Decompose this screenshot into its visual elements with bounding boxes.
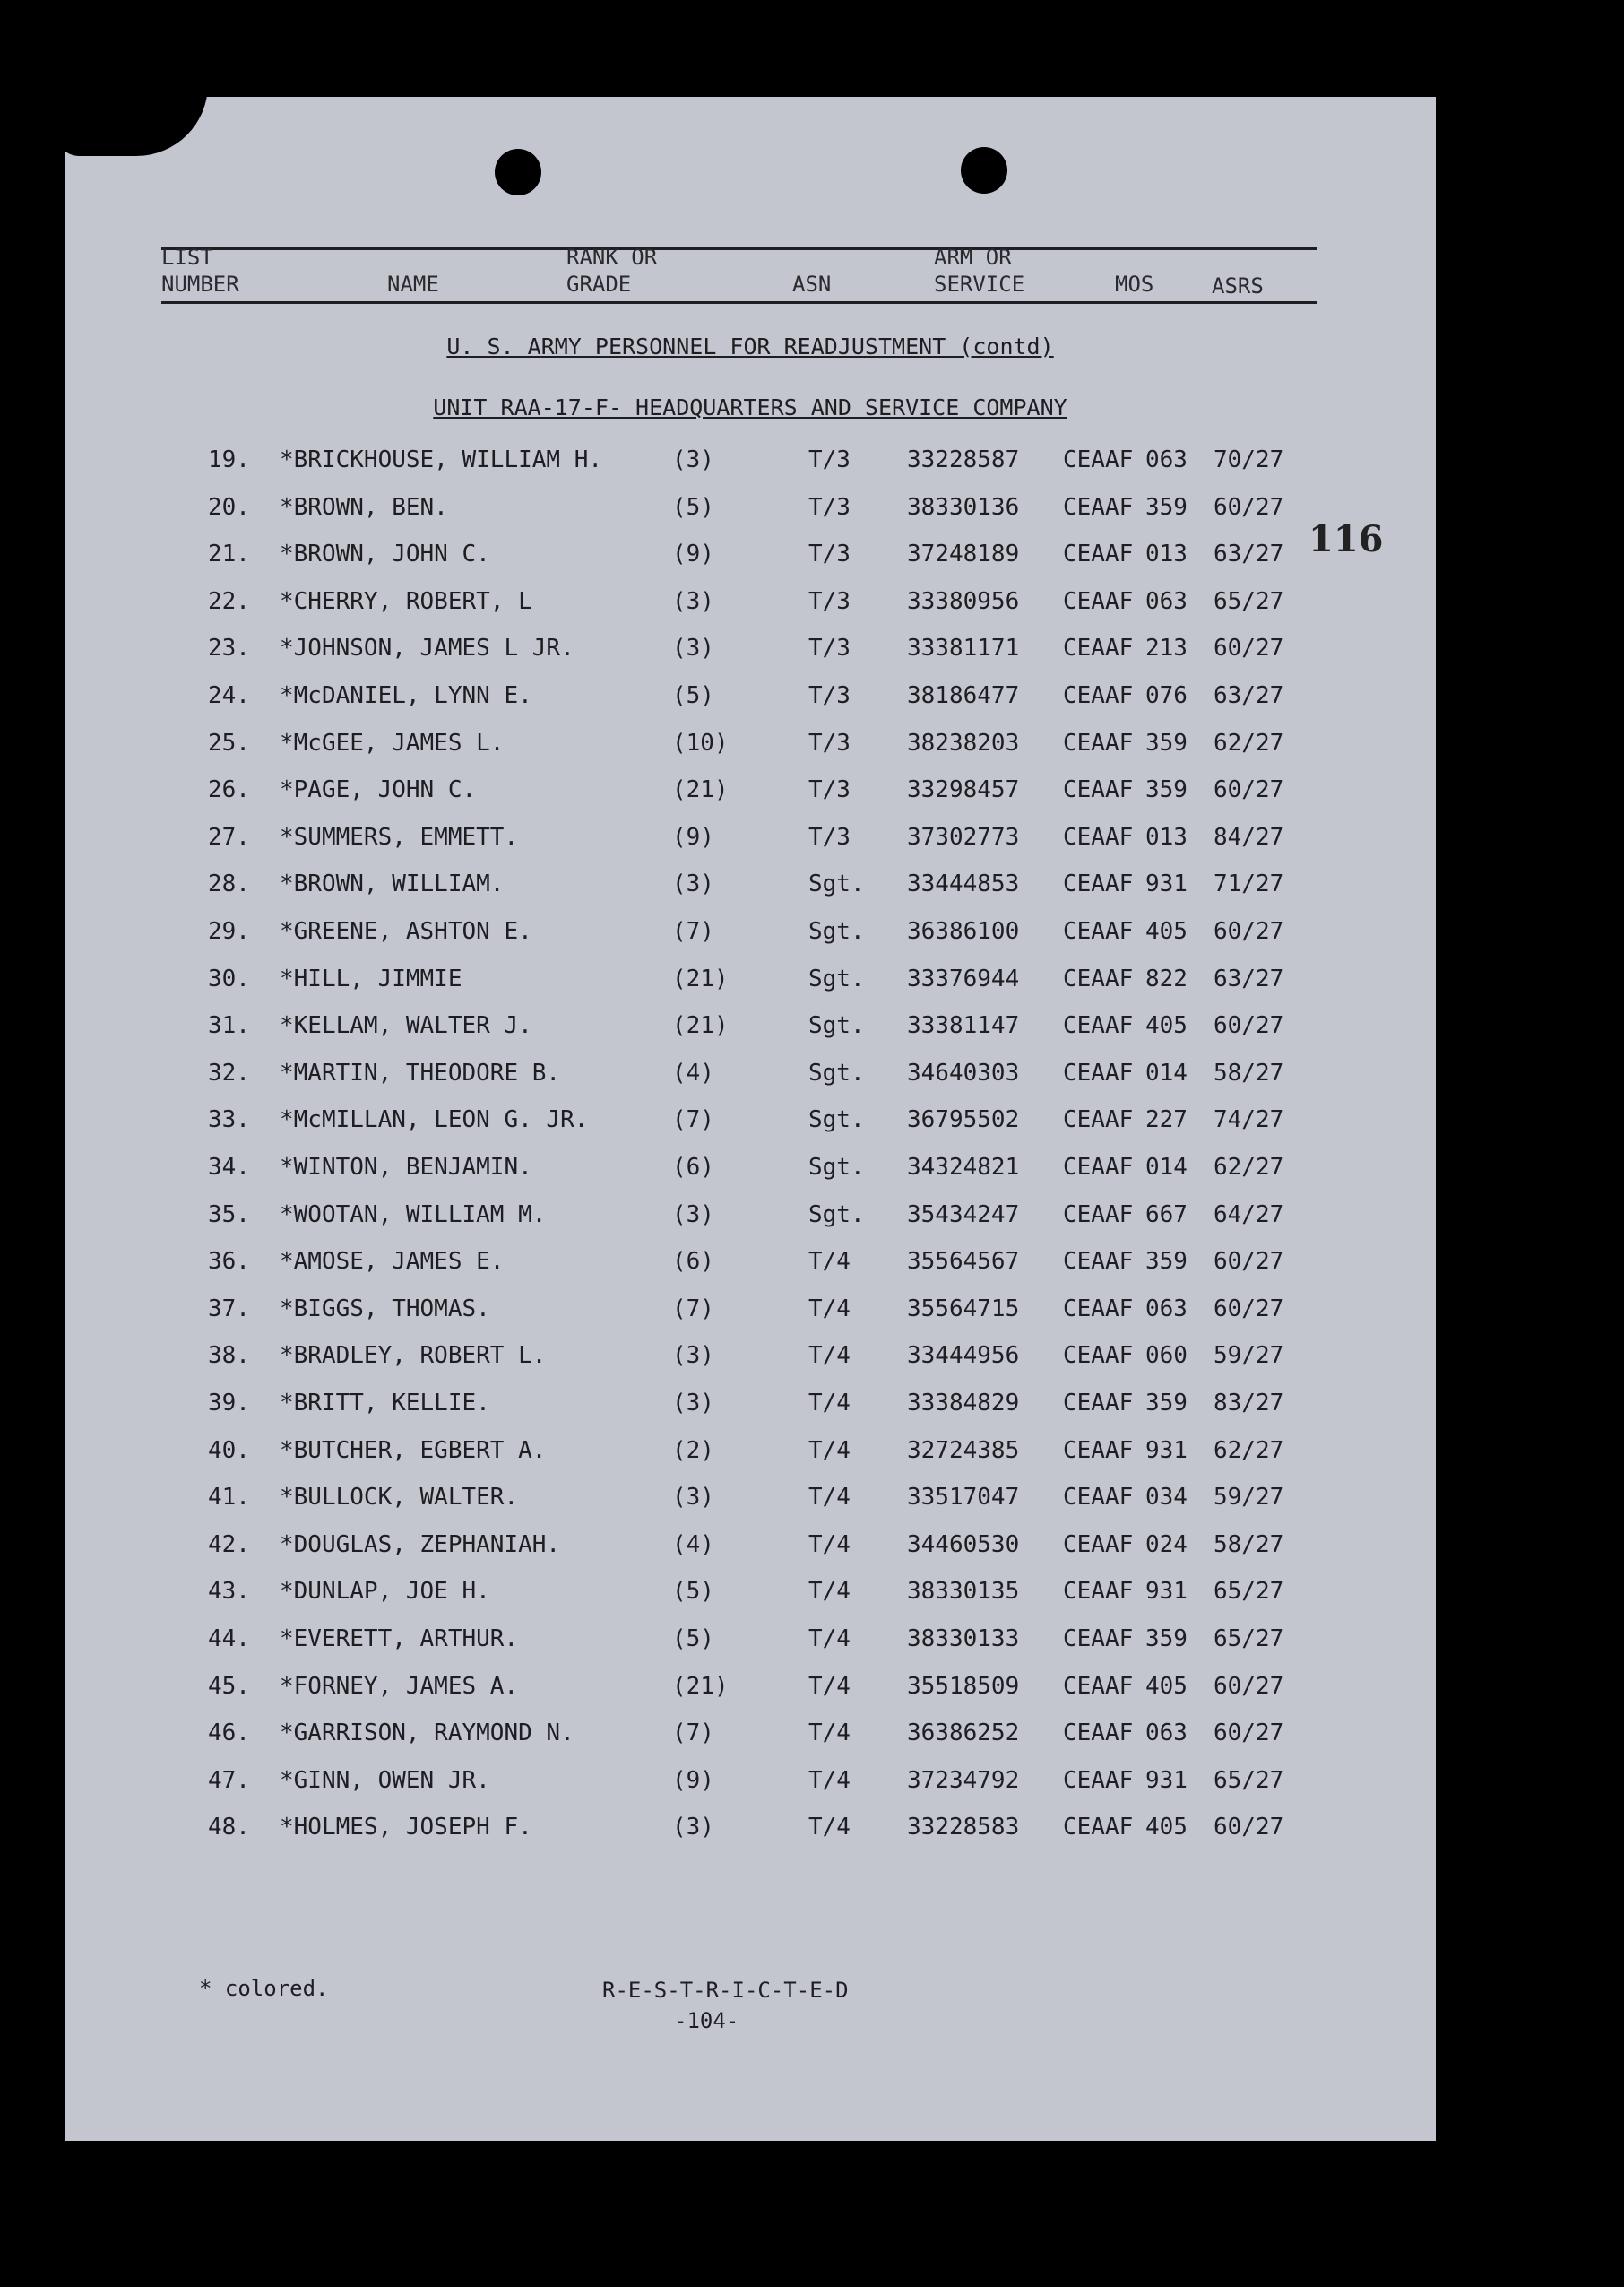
row-asn: 35564567 xyxy=(907,1248,1020,1276)
table-row xyxy=(65,1531,1436,1571)
row-rank: T/4 xyxy=(808,1390,851,1416)
row-number: 36. xyxy=(208,1248,250,1276)
row-asn: 37248189 xyxy=(907,541,1020,568)
row-mos: 063 xyxy=(1145,587,1188,615)
row-asrs: 70/27 xyxy=(1214,446,1284,473)
row-name: *McMILLAN, LEON G. JR. xyxy=(280,1106,589,1134)
row-asrs: 59/27 xyxy=(1214,1342,1284,1370)
row-rank: Sgt. xyxy=(808,965,865,992)
row-rank: T/3 xyxy=(808,823,851,851)
row-asrs: 71/27 xyxy=(1214,871,1284,898)
row-asrs: 60/27 xyxy=(1214,493,1284,521)
row-rank: T/4 xyxy=(808,1720,851,1747)
row-mos: 213 xyxy=(1145,635,1188,663)
row-asn: 33298457 xyxy=(907,776,1020,804)
page-stamp: 116 xyxy=(1309,518,1384,560)
row-grade: (9) xyxy=(672,823,714,851)
row-asn: 35434247 xyxy=(907,1200,1020,1228)
table-row xyxy=(65,1154,1436,1193)
row-mos: 359 xyxy=(1145,1390,1188,1416)
table-row xyxy=(65,1390,1436,1429)
row-name: *MARTIN, THEODORE B. xyxy=(280,1059,561,1087)
row-name: *CHERRY, ROBERT, L xyxy=(280,587,532,615)
row-grade: (3) xyxy=(672,587,714,615)
table-row xyxy=(65,1578,1436,1617)
row-grade: (21) xyxy=(672,1012,729,1040)
row-asn: 32724385 xyxy=(907,1436,1020,1464)
row-arm: CEAAF xyxy=(1063,1059,1134,1087)
row-arm: CEAAF xyxy=(1063,1106,1134,1134)
row-name: *BRADLEY, ROBERT L. xyxy=(280,1342,547,1370)
row-rank: T/4 xyxy=(808,1578,851,1606)
row-name: *BROWN, WILLIAM. xyxy=(280,871,505,898)
row-arm: CEAAF xyxy=(1063,446,1134,473)
table-row xyxy=(65,776,1436,816)
row-mos: 359 xyxy=(1145,729,1188,757)
row-asn: 35564715 xyxy=(907,1295,1020,1322)
row-name: *SUMMERS, EMMETT. xyxy=(280,823,519,851)
row-asn: 37234792 xyxy=(907,1766,1020,1794)
header-asn: ASN xyxy=(792,272,832,297)
row-arm: CEAAF xyxy=(1063,587,1134,615)
row-grade: (4) xyxy=(672,1059,714,1087)
row-asrs: 83/27 xyxy=(1214,1390,1284,1416)
row-arm: CEAAF xyxy=(1063,1390,1134,1416)
row-asn: 34640303 xyxy=(907,1059,1020,1087)
punch-hole-right xyxy=(961,147,1007,194)
row-grade: (3) xyxy=(672,1200,714,1228)
row-grade: (7) xyxy=(672,1106,714,1134)
table-row xyxy=(65,494,1436,533)
row-asrs: 60/27 xyxy=(1214,1720,1284,1747)
row-asrs: 63/27 xyxy=(1214,682,1284,709)
table-row xyxy=(65,1248,1436,1287)
row-grade: (5) xyxy=(672,1578,714,1606)
row-asrs: 60/27 xyxy=(1214,1248,1284,1276)
row-mos: 931 xyxy=(1145,1578,1188,1606)
row-asn: 33444853 xyxy=(907,871,1020,898)
row-asrs: 65/27 xyxy=(1214,1766,1284,1794)
row-grade: (5) xyxy=(672,493,714,521)
row-asrs: 62/27 xyxy=(1214,1154,1284,1181)
row-asrs: 65/27 xyxy=(1214,587,1284,615)
row-grade: (5) xyxy=(672,1625,714,1652)
row-number: 46. xyxy=(208,1720,250,1747)
row-mos: 013 xyxy=(1145,541,1188,568)
row-number: 34. xyxy=(208,1154,250,1181)
row-arm: CEAAF xyxy=(1063,1248,1134,1276)
row-asrs: 60/27 xyxy=(1214,1295,1284,1322)
row-number: 26. xyxy=(208,776,250,804)
row-mos: 405 xyxy=(1145,1012,1188,1040)
row-number: 41. xyxy=(208,1484,250,1512)
row-name: *DUNLAP, JOE H. xyxy=(280,1578,490,1606)
row-asrs: 60/27 xyxy=(1214,776,1284,804)
table-row xyxy=(65,730,1436,769)
row-asn: 36386100 xyxy=(907,918,1020,945)
row-grade: (3) xyxy=(672,1390,714,1416)
row-rank: T/4 xyxy=(808,1625,851,1652)
row-asn: 33444956 xyxy=(907,1342,1020,1370)
row-asrs: 63/27 xyxy=(1214,965,1284,992)
table-row xyxy=(65,588,1436,628)
row-name: *WOOTAN, WILLIAM M. xyxy=(280,1200,547,1228)
row-mos: 405 xyxy=(1145,1814,1188,1841)
row-mos: 076 xyxy=(1145,682,1188,709)
row-number: 31. xyxy=(208,1012,250,1040)
row-asrs: 84/27 xyxy=(1214,823,1284,851)
row-rank: T/3 xyxy=(808,682,851,709)
row-rank: Sgt. xyxy=(808,871,865,898)
row-mos: 014 xyxy=(1145,1059,1188,1087)
row-rank: Sgt. xyxy=(808,1200,865,1228)
row-grade: (3) xyxy=(672,1484,714,1512)
row-number: 23. xyxy=(208,635,250,663)
row-grade: (9) xyxy=(672,1766,714,1794)
row-asn: 33517047 xyxy=(907,1484,1020,1512)
row-grade: (3) xyxy=(672,1814,714,1841)
row-asn: 36795502 xyxy=(907,1106,1020,1134)
table-row xyxy=(65,1484,1436,1523)
row-arm: CEAAF xyxy=(1063,776,1134,804)
table-row xyxy=(65,1060,1436,1099)
row-mos: 063 xyxy=(1145,1295,1188,1322)
table-row xyxy=(65,635,1436,674)
row-arm: CEAAF xyxy=(1063,1578,1134,1606)
row-arm: CEAAF xyxy=(1063,1200,1134,1228)
row-rank: T/3 xyxy=(808,776,851,804)
row-asn: 33228587 xyxy=(907,446,1020,473)
row-number: 28. xyxy=(208,871,250,898)
row-asrs: 58/27 xyxy=(1214,1530,1284,1558)
table-row xyxy=(65,918,1436,957)
row-number: 22. xyxy=(208,587,250,615)
table-row xyxy=(65,1673,1436,1712)
row-mos: 667 xyxy=(1145,1200,1188,1228)
row-rank: T/3 xyxy=(808,493,851,521)
row-rank: T/3 xyxy=(808,541,851,568)
row-arm: CEAAF xyxy=(1063,1154,1134,1181)
row-rank: Sgt. xyxy=(808,1012,865,1040)
row-number: 25. xyxy=(208,729,250,757)
row-grade: (5) xyxy=(672,682,714,709)
row-number: 19. xyxy=(208,446,250,473)
row-number: 20. xyxy=(208,493,250,521)
row-grade: (3) xyxy=(672,1342,714,1370)
table-row xyxy=(65,1201,1436,1241)
header-asrs: ASRS xyxy=(1212,273,1264,299)
row-grade: (21) xyxy=(672,1672,729,1700)
row-mos: 063 xyxy=(1145,446,1188,473)
table-row xyxy=(65,1625,1436,1665)
row-mos: 931 xyxy=(1145,871,1188,898)
row-asrs: 60/27 xyxy=(1214,635,1284,663)
row-name: *HILL, JIMMIE xyxy=(280,965,462,992)
header-rank: RANK OR GRADE xyxy=(566,245,658,297)
row-mos: 359 xyxy=(1145,1248,1188,1276)
row-asn: 38238203 xyxy=(907,729,1020,757)
table-row xyxy=(65,871,1436,910)
row-arm: CEAAF xyxy=(1063,1342,1134,1370)
row-arm: CEAAF xyxy=(1063,1436,1134,1464)
row-name: *McGEE, JAMES L. xyxy=(280,729,505,757)
row-mos: 405 xyxy=(1145,1672,1188,1700)
row-arm: CEAAF xyxy=(1063,965,1134,992)
row-rank: T/4 xyxy=(808,1484,851,1512)
row-grade: (4) xyxy=(672,1530,714,1558)
row-asrs: 60/27 xyxy=(1214,1814,1284,1841)
row-grade: (3) xyxy=(672,871,714,898)
row-rank: Sgt. xyxy=(808,1106,865,1134)
row-arm: CEAAF xyxy=(1063,1295,1134,1322)
table-row xyxy=(65,966,1436,1005)
row-number: 30. xyxy=(208,965,250,992)
row-name: *KELLAM, WALTER J. xyxy=(280,1012,532,1040)
row-name: *McDANIEL, LYNN E. xyxy=(280,682,532,709)
row-number: 27. xyxy=(208,823,250,851)
row-mos: 822 xyxy=(1145,965,1188,992)
table-row xyxy=(65,682,1436,722)
row-mos: 034 xyxy=(1145,1484,1188,1512)
row-mos: 227 xyxy=(1145,1106,1188,1134)
row-rank: T/4 xyxy=(808,1672,851,1700)
row-grade: (6) xyxy=(672,1154,714,1181)
row-name: *GARRISON, RAYMOND N. xyxy=(280,1720,574,1747)
row-asrs: 60/27 xyxy=(1214,918,1284,945)
row-name: *WINTON, BENJAMIN. xyxy=(280,1154,532,1181)
row-asn: 38330136 xyxy=(907,493,1020,521)
row-asrs: 59/27 xyxy=(1214,1484,1284,1512)
header-top-rule xyxy=(161,247,1317,250)
row-arm: CEAAF xyxy=(1063,871,1134,898)
header-arm: ARM OR SERVICE xyxy=(934,245,1025,297)
row-rank: Sgt. xyxy=(808,1059,865,1087)
row-rank: T/3 xyxy=(808,635,851,663)
row-asn: 33381171 xyxy=(907,635,1020,663)
row-rank: Sgt. xyxy=(808,1154,865,1181)
row-number: 33. xyxy=(208,1106,250,1134)
row-name: *HOLMES, JOSEPH F. xyxy=(280,1814,532,1841)
row-asrs: 74/27 xyxy=(1214,1106,1284,1134)
row-name: *AMOSE, JAMES E. xyxy=(280,1248,505,1276)
row-asn: 34324821 xyxy=(907,1154,1020,1181)
table-row xyxy=(65,1720,1436,1759)
table-row xyxy=(65,541,1436,580)
row-number: 37. xyxy=(208,1295,250,1322)
row-asrs: 58/27 xyxy=(1214,1059,1284,1087)
row-arm: CEAAF xyxy=(1063,1484,1134,1512)
row-name: *BULLOCK, WALTER. xyxy=(280,1484,519,1512)
row-rank: T/4 xyxy=(808,1814,851,1841)
row-arm: CEAAF xyxy=(1063,1012,1134,1040)
row-asn: 38330133 xyxy=(907,1625,1020,1652)
row-grade: (7) xyxy=(672,1295,714,1322)
row-arm: CEAAF xyxy=(1063,635,1134,663)
row-rank: T/4 xyxy=(808,1766,851,1794)
punch-hole-left xyxy=(495,149,541,195)
row-arm: CEAAF xyxy=(1063,823,1134,851)
row-number: 21. xyxy=(208,541,250,568)
row-asrs: 65/27 xyxy=(1214,1625,1284,1652)
table-row xyxy=(65,1342,1436,1382)
row-asn: 33228583 xyxy=(907,1814,1020,1841)
row-arm: CEAAF xyxy=(1063,493,1134,521)
row-asn: 33376944 xyxy=(907,965,1020,992)
row-name: *JOHNSON, JAMES L JR. xyxy=(280,635,574,663)
row-arm: CEAAF xyxy=(1063,1672,1134,1700)
row-mos: 931 xyxy=(1145,1766,1188,1794)
row-grade: (21) xyxy=(672,965,729,992)
row-mos: 063 xyxy=(1145,1720,1188,1747)
row-grade: (3) xyxy=(672,446,714,473)
row-number: 39. xyxy=(208,1390,250,1416)
table-row xyxy=(65,1012,1436,1052)
row-asrs: 62/27 xyxy=(1214,1436,1284,1464)
row-arm: CEAAF xyxy=(1063,1625,1134,1652)
row-asn: 33381147 xyxy=(907,1012,1020,1040)
row-grade: (7) xyxy=(672,1720,714,1747)
row-rank: T/4 xyxy=(808,1295,851,1322)
table-row xyxy=(65,1106,1436,1146)
row-arm: CEAAF xyxy=(1063,1814,1134,1841)
row-mos: 024 xyxy=(1145,1530,1188,1558)
row-name: *BRITT, KELLIE. xyxy=(280,1390,490,1416)
table-row xyxy=(65,1767,1436,1806)
row-asn: 34460530 xyxy=(907,1530,1020,1558)
table-row xyxy=(65,446,1436,486)
row-asn: 35518509 xyxy=(907,1672,1020,1700)
row-grade: (10) xyxy=(672,729,729,757)
row-grade: (21) xyxy=(672,776,729,804)
row-name: *BROWN, JOHN C. xyxy=(280,541,490,568)
row-name: *FORNEY, JAMES A. xyxy=(280,1672,519,1700)
row-number: 24. xyxy=(208,682,250,709)
row-mos: 359 xyxy=(1145,1625,1188,1652)
header-name: NAME xyxy=(387,272,439,297)
table-row xyxy=(65,1814,1436,1853)
row-asrs: 62/27 xyxy=(1214,729,1284,757)
row-asn: 38186477 xyxy=(907,682,1020,709)
row-rank: T/3 xyxy=(808,446,851,473)
row-name: *BUTCHER, EGBERT A. xyxy=(280,1436,547,1464)
row-number: 38. xyxy=(208,1342,250,1370)
document-page xyxy=(65,97,1436,2141)
row-arm: CEAAF xyxy=(1063,1766,1134,1794)
unit-title: UNIT RAA-17-F- HEADQUARTERS AND SERVICE COMPANY xyxy=(433,394,1067,420)
row-number: 35. xyxy=(208,1200,250,1228)
row-arm: CEAAF xyxy=(1063,1530,1134,1558)
page-title: U. S. ARMY PERSONNEL FOR READJUSTMENT (contd) xyxy=(446,334,1054,360)
row-name: *GREENE, ASHTON E. xyxy=(280,918,532,945)
row-rank: T/4 xyxy=(808,1342,851,1370)
row-arm: CEAAF xyxy=(1063,1720,1134,1747)
torn-corner xyxy=(56,84,208,156)
row-mos: 359 xyxy=(1145,776,1188,804)
row-mos: 931 xyxy=(1145,1436,1188,1464)
row-asrs: 63/27 xyxy=(1214,541,1284,568)
row-number: 40. xyxy=(208,1436,250,1464)
row-number: 32. xyxy=(208,1059,250,1087)
row-rank: T/3 xyxy=(808,729,851,757)
row-grade: (2) xyxy=(672,1436,714,1464)
row-number: 44. xyxy=(208,1625,250,1652)
table-row xyxy=(65,1295,1436,1335)
row-arm: CEAAF xyxy=(1063,682,1134,709)
row-asrs: 64/27 xyxy=(1214,1200,1284,1228)
row-number: 48. xyxy=(208,1814,250,1841)
row-asrs: 60/27 xyxy=(1214,1012,1284,1040)
row-rank: T/4 xyxy=(808,1248,851,1276)
row-mos: 014 xyxy=(1145,1154,1188,1181)
row-name: *DOUGLAS, ZEPHANIAH. xyxy=(280,1530,561,1558)
row-asn: 36386252 xyxy=(907,1720,1020,1747)
row-name: *EVERETT, ARTHUR. xyxy=(280,1625,519,1652)
header-mos: MOS xyxy=(1115,272,1154,297)
row-rank: T/4 xyxy=(808,1530,851,1558)
footnote: * colored. xyxy=(199,1976,329,2001)
row-grade: (9) xyxy=(672,541,714,568)
header-bottom-rule xyxy=(161,301,1317,304)
row-rank: T/3 xyxy=(808,587,851,615)
row-mos: 359 xyxy=(1145,493,1188,521)
row-number: 42. xyxy=(208,1530,250,1558)
row-arm: CEAAF xyxy=(1063,541,1134,568)
page-number: -104- xyxy=(674,2008,739,2033)
table-row xyxy=(65,1437,1436,1477)
row-asn: 38330135 xyxy=(907,1578,1020,1606)
row-number: 29. xyxy=(208,918,250,945)
row-asrs: 60/27 xyxy=(1214,1672,1284,1700)
row-grade: (6) xyxy=(672,1248,714,1276)
header-list-number: LIST NUMBER xyxy=(161,245,239,297)
row-asrs: 65/27 xyxy=(1214,1578,1284,1606)
row-asn: 33384829 xyxy=(907,1390,1020,1416)
row-name: *GINN, OWEN JR. xyxy=(280,1766,490,1794)
row-name: *PAGE, JOHN C. xyxy=(280,776,477,804)
row-number: 43. xyxy=(208,1578,250,1606)
row-rank: Sgt. xyxy=(808,918,865,945)
row-grade: (3) xyxy=(672,635,714,663)
row-mos: 013 xyxy=(1145,823,1188,851)
table-row xyxy=(65,824,1436,863)
row-arm: CEAAF xyxy=(1063,729,1134,757)
restricted-label: R-E-S-T-R-I-C-T-E-D xyxy=(602,1978,849,2003)
row-mos: 060 xyxy=(1145,1342,1188,1370)
row-asn: 37302773 xyxy=(907,823,1020,851)
row-asn: 33380956 xyxy=(907,587,1020,615)
row-name: *BRICKHOUSE, WILLIAM H. xyxy=(280,446,603,473)
row-grade: (7) xyxy=(672,918,714,945)
row-name: *BROWN, BEN. xyxy=(280,493,448,521)
row-number: 47. xyxy=(208,1766,250,1794)
row-mos: 405 xyxy=(1145,918,1188,945)
row-rank: T/4 xyxy=(808,1436,851,1464)
row-number: 45. xyxy=(208,1672,250,1700)
row-name: *BIGGS, THOMAS. xyxy=(280,1295,490,1322)
row-arm: CEAAF xyxy=(1063,918,1134,945)
